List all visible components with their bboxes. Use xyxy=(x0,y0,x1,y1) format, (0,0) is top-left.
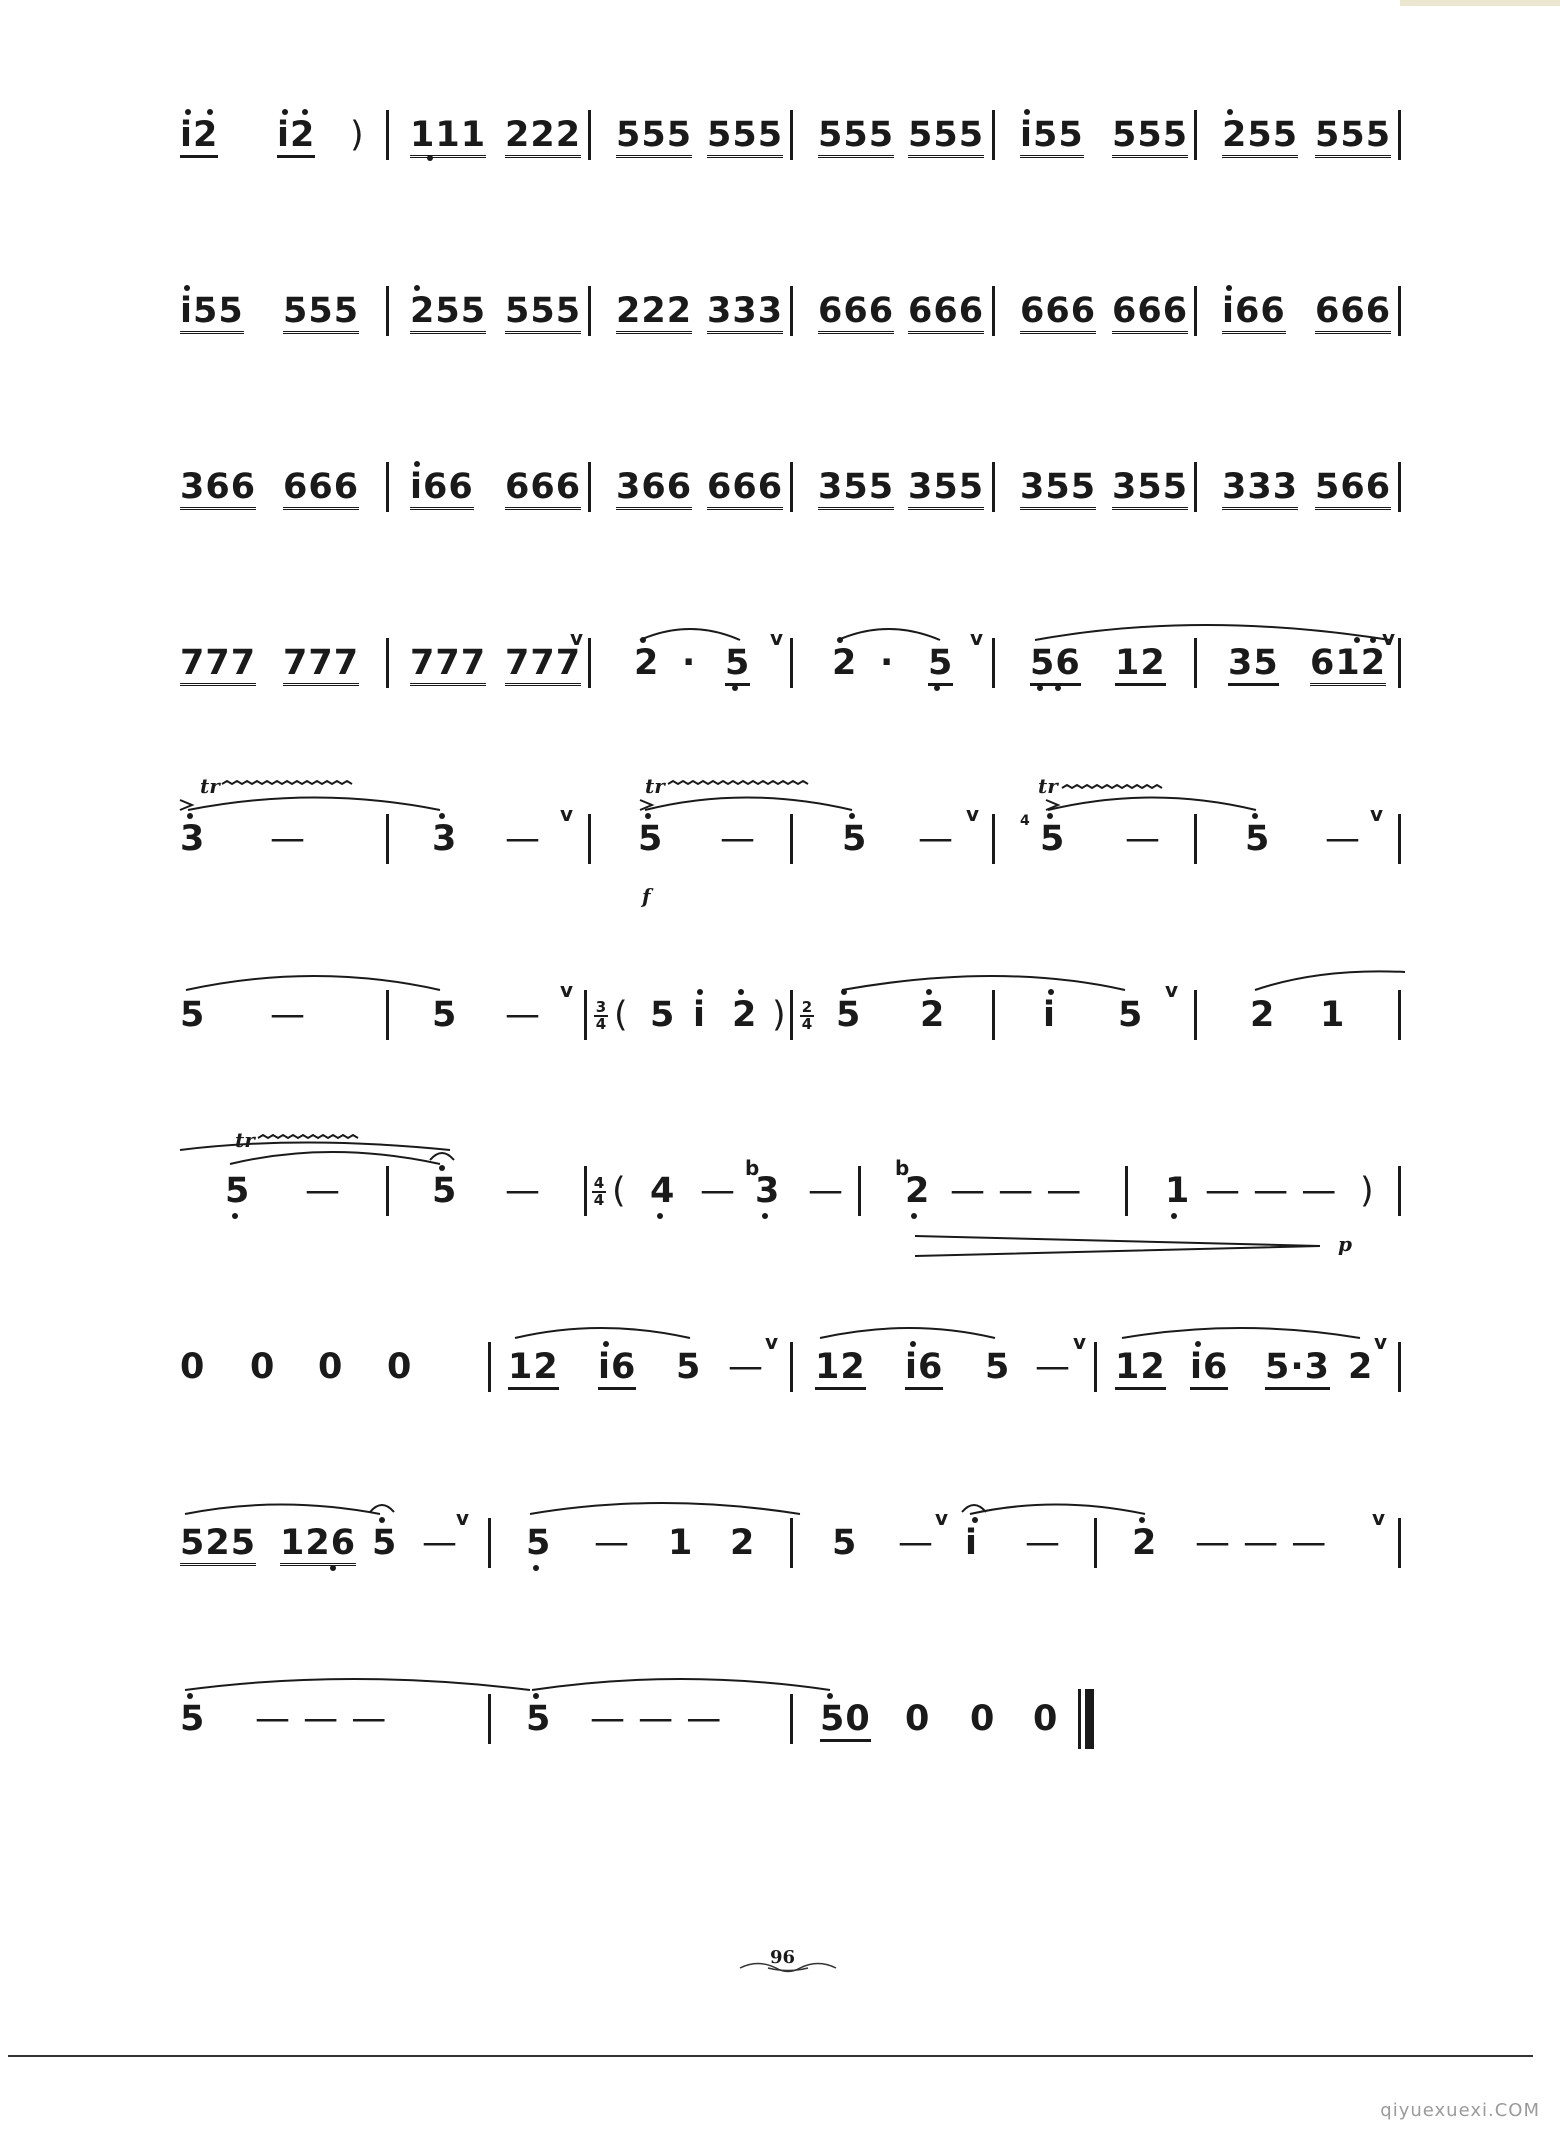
barline xyxy=(992,814,995,864)
note-group: 333 xyxy=(1222,470,1298,510)
barline xyxy=(588,462,591,512)
note: 5 xyxy=(1040,819,1066,859)
barline xyxy=(386,462,389,512)
trill-mark: tr xyxy=(645,774,665,798)
barline xyxy=(1094,1342,1097,1392)
note-group: 355 xyxy=(818,470,894,510)
paren-close: ) xyxy=(350,115,365,155)
note: 2 xyxy=(832,643,858,683)
note: i xyxy=(965,1523,978,1563)
note-group: 5·3 xyxy=(1265,1350,1330,1390)
barline xyxy=(992,638,995,688)
note: 3 xyxy=(755,1171,781,1211)
barline xyxy=(992,110,995,160)
barline xyxy=(1398,1166,1401,1216)
final-barline-thin xyxy=(1078,1689,1081,1749)
rest: 0 xyxy=(318,1347,344,1387)
note-group: 555 xyxy=(616,118,692,158)
flat-sign: b xyxy=(745,1156,760,1180)
dash: — xyxy=(422,1523,458,1563)
note-group: i66 xyxy=(410,470,474,510)
note-group: 355 xyxy=(1020,470,1096,510)
barline xyxy=(386,286,389,336)
note-group: 666 xyxy=(283,470,359,510)
barline xyxy=(386,814,389,864)
ts-top: 4 xyxy=(593,1174,605,1192)
note-group: i6 xyxy=(1190,1350,1228,1390)
note: i xyxy=(693,995,706,1035)
note-group: 777 xyxy=(180,646,256,686)
paren-open: ( xyxy=(612,1171,627,1211)
barline xyxy=(858,1166,861,1216)
barline xyxy=(1194,110,1197,160)
note: 5 xyxy=(180,995,206,1035)
rest: 0 xyxy=(970,1699,996,1739)
note-group: 777 xyxy=(283,646,359,686)
barline xyxy=(1125,1166,1128,1216)
trill-mark: tr xyxy=(235,1128,255,1152)
dash: — xyxy=(270,819,306,859)
dash: — — — xyxy=(255,1699,388,1739)
note: 5 xyxy=(650,995,676,1035)
note: 5 xyxy=(725,646,750,686)
note: 5 xyxy=(928,646,953,686)
note-group: 222 xyxy=(505,118,581,158)
barline xyxy=(1398,1518,1401,1568)
note-group: 555 xyxy=(1315,118,1391,158)
rest: 0 xyxy=(1033,1699,1059,1739)
barline xyxy=(790,990,793,1040)
dash: — xyxy=(505,1171,541,1211)
breath-mark: v xyxy=(1165,978,1179,1002)
note-group: 56 xyxy=(1030,646,1081,686)
barline xyxy=(584,990,587,1040)
dash: — xyxy=(505,995,541,1035)
note-group: i55 xyxy=(1020,118,1084,158)
barline xyxy=(1194,462,1197,512)
note: i xyxy=(1043,995,1056,1035)
barline xyxy=(1398,638,1401,688)
dynamic-forte: f xyxy=(642,884,651,908)
note-group: i66 xyxy=(1222,294,1286,334)
note-group: 35 xyxy=(1228,646,1279,686)
note-group: 666 xyxy=(1112,294,1188,334)
dash: — xyxy=(918,819,954,859)
note: 5 xyxy=(432,1171,458,1211)
site-watermark: qiyuexuexi.COM xyxy=(1380,2100,1540,2121)
note-group: 555 xyxy=(818,118,894,158)
page-ornament xyxy=(738,1961,838,1975)
note: 2 xyxy=(634,643,660,683)
dash: — xyxy=(1035,1347,1071,1387)
flat-sign: b xyxy=(895,1156,910,1180)
time-signature xyxy=(594,1000,608,1032)
dash: — xyxy=(505,819,541,859)
barline xyxy=(488,1518,491,1568)
barline xyxy=(992,462,995,512)
barline xyxy=(1194,286,1197,336)
dynamic-piano: p xyxy=(1338,1232,1352,1256)
barline xyxy=(790,1342,793,1392)
score-row-6 xyxy=(0,980,1560,1180)
dot-dur: · xyxy=(880,643,895,683)
paren-close: ) xyxy=(772,995,787,1035)
note: 5 xyxy=(985,1347,1011,1387)
note: 3 xyxy=(432,819,458,859)
note: 5 xyxy=(1245,819,1271,859)
note: 2 xyxy=(920,995,946,1035)
barline xyxy=(588,286,591,336)
note-group: i6 xyxy=(598,1350,636,1390)
rest: 0 xyxy=(905,1699,931,1739)
score-row-3 xyxy=(0,452,1560,652)
barline xyxy=(488,1342,491,1392)
barline xyxy=(1194,638,1197,688)
note: 5 xyxy=(836,995,862,1035)
note-group: 255 xyxy=(410,294,486,334)
dash: — xyxy=(305,1171,341,1211)
note: 1 xyxy=(1165,1171,1191,1211)
dash: — — — xyxy=(950,1171,1083,1211)
dash: — xyxy=(1125,819,1161,859)
note: 5 xyxy=(638,819,664,859)
breath-mark: v xyxy=(966,802,980,826)
breath-mark: v xyxy=(970,626,984,650)
note-group: 555 xyxy=(707,118,783,158)
page-number: 96 xyxy=(770,1947,796,1968)
barline xyxy=(588,814,591,864)
note-group: 555 xyxy=(908,118,984,158)
barline xyxy=(1398,1342,1401,1392)
note-group: 666 xyxy=(908,294,984,334)
note: 2 xyxy=(1132,1523,1158,1563)
note: 3 xyxy=(180,819,206,859)
barline xyxy=(1398,110,1401,160)
dash: — xyxy=(1025,1523,1061,1563)
breath-mark: v xyxy=(1382,626,1396,650)
trill-mark: tr xyxy=(200,774,220,798)
dash: — xyxy=(700,1171,736,1211)
note: 2 xyxy=(1348,1347,1374,1387)
barline xyxy=(386,1166,389,1216)
note-group: 555 xyxy=(1112,118,1188,158)
barline xyxy=(386,990,389,1040)
note: 5 xyxy=(526,1699,552,1739)
barline xyxy=(1398,462,1401,512)
note: 5 xyxy=(526,1523,552,1563)
note-group: 777 xyxy=(505,646,581,686)
ts-top: 2 xyxy=(801,998,813,1016)
dash: — xyxy=(720,819,756,859)
note: 2 xyxy=(732,995,758,1035)
rest: 0 xyxy=(387,1347,413,1387)
paren-open: ( xyxy=(614,995,629,1035)
note-group: 111 xyxy=(410,118,486,158)
note: 1 xyxy=(1320,995,1346,1035)
dash: — xyxy=(1325,819,1361,859)
dash: — xyxy=(728,1347,764,1387)
barline xyxy=(992,286,995,336)
note: 1 xyxy=(668,1523,694,1563)
note-group: 666 xyxy=(707,470,783,510)
note: 5 xyxy=(842,819,868,859)
note: 5 xyxy=(1118,995,1144,1035)
note: 5 xyxy=(432,995,458,1035)
note-group: 355 xyxy=(1112,470,1188,510)
barline xyxy=(790,110,793,160)
breath-mark: v xyxy=(765,1330,779,1354)
breath-mark: v xyxy=(1370,802,1384,826)
note-group: 666 xyxy=(818,294,894,334)
note: 2 xyxy=(905,1171,931,1211)
note: 2 xyxy=(730,1523,756,1563)
dash: — xyxy=(808,1171,844,1211)
rest: 0 xyxy=(250,1347,276,1387)
note-group: 355 xyxy=(908,470,984,510)
score-row-8 xyxy=(0,1332,1560,1532)
score-row-5 xyxy=(0,774,1560,1004)
barline xyxy=(1194,814,1197,864)
barline xyxy=(790,638,793,688)
note-group: 12 xyxy=(815,1350,866,1390)
barline xyxy=(1194,990,1197,1040)
note-group: i6 xyxy=(905,1350,943,1390)
breath-mark: v xyxy=(935,1506,949,1530)
note-group: 666 xyxy=(505,470,581,510)
note-group: 666 xyxy=(1315,294,1391,334)
note-group: i2 xyxy=(180,118,218,158)
barline xyxy=(790,814,793,864)
note: 5 xyxy=(180,1699,206,1739)
note-group: 555 xyxy=(505,294,581,334)
footer-rule xyxy=(8,2055,1533,2057)
note: 5 xyxy=(676,1347,702,1387)
barline xyxy=(1398,990,1401,1040)
time-signature xyxy=(800,1000,814,1032)
trill-mark: tr xyxy=(1038,774,1058,798)
note-group: 612 xyxy=(1310,646,1386,686)
breath-mark: v xyxy=(1374,1330,1388,1354)
note-group: 255 xyxy=(1222,118,1298,158)
final-barline xyxy=(1085,1689,1094,1749)
score-row-9 xyxy=(0,1508,1560,1708)
breath-mark: v xyxy=(770,626,784,650)
note-group: 50 xyxy=(820,1702,871,1742)
barline xyxy=(588,638,591,688)
barline xyxy=(588,110,591,160)
barline xyxy=(790,462,793,512)
paren-close: ) xyxy=(1360,1171,1375,1211)
barline xyxy=(790,1694,793,1744)
note-group: 566 xyxy=(1315,470,1391,510)
ts-bottom: 4 xyxy=(593,1191,605,1209)
note-group: 366 xyxy=(180,470,256,510)
note-group: 333 xyxy=(707,294,783,334)
note-group: 666 xyxy=(1020,294,1096,334)
dash: — — — xyxy=(1195,1523,1328,1563)
barline xyxy=(584,1166,587,1216)
breath-mark: v xyxy=(560,978,574,1002)
dash: — xyxy=(898,1523,934,1563)
score-row-2 xyxy=(0,276,1560,476)
note-group: i2 xyxy=(277,118,315,158)
ts-bottom: 4 xyxy=(595,1015,607,1033)
note-group: 777 xyxy=(410,646,486,686)
score-row-7 xyxy=(0,1128,1560,1356)
score-row-10 xyxy=(0,1684,1560,1884)
breath-mark: v xyxy=(456,1506,470,1530)
note-group: 366 xyxy=(616,470,692,510)
note-group: 12 xyxy=(1115,646,1166,686)
note-group: 126 xyxy=(280,1526,356,1566)
note: 5 xyxy=(832,1523,858,1563)
barline xyxy=(1398,286,1401,336)
note: 2 xyxy=(1250,995,1276,1035)
note-group: 12 xyxy=(1115,1350,1166,1390)
breath-mark: v xyxy=(560,802,574,826)
note-group: i55 xyxy=(180,294,244,334)
dash: — xyxy=(270,995,306,1035)
ts-top: 3 xyxy=(595,998,607,1016)
note: 4 xyxy=(650,1171,676,1211)
barline xyxy=(386,638,389,688)
note-group: 525 xyxy=(180,1526,256,1566)
dot-dur: · xyxy=(682,643,697,683)
time-signature xyxy=(592,1176,606,1208)
corner-strip xyxy=(1400,0,1560,6)
barline xyxy=(992,990,995,1040)
note: 5 xyxy=(372,1523,398,1563)
ts-bottom: 4 xyxy=(801,1015,813,1033)
barline xyxy=(1094,1518,1097,1568)
note-group: 555 xyxy=(283,294,359,334)
time-signature: 4 xyxy=(1020,813,1030,829)
score-row-4 xyxy=(0,628,1560,828)
breath-mark: v xyxy=(1372,1506,1386,1530)
dash: — xyxy=(594,1523,630,1563)
note-group: 12 xyxy=(508,1350,559,1390)
note-group: 222 xyxy=(616,294,692,334)
barline xyxy=(790,286,793,336)
breath-mark: v xyxy=(1073,1330,1087,1354)
barline xyxy=(1398,814,1401,864)
dash: — — — xyxy=(1205,1171,1338,1211)
barline xyxy=(790,1518,793,1568)
score-row-1 xyxy=(0,100,1560,300)
note: 5 xyxy=(225,1171,251,1211)
dash: — — — xyxy=(590,1699,723,1739)
barline xyxy=(488,1694,491,1744)
breath-mark: v xyxy=(570,626,584,650)
barline xyxy=(386,110,389,160)
rest: 0 xyxy=(180,1347,206,1387)
